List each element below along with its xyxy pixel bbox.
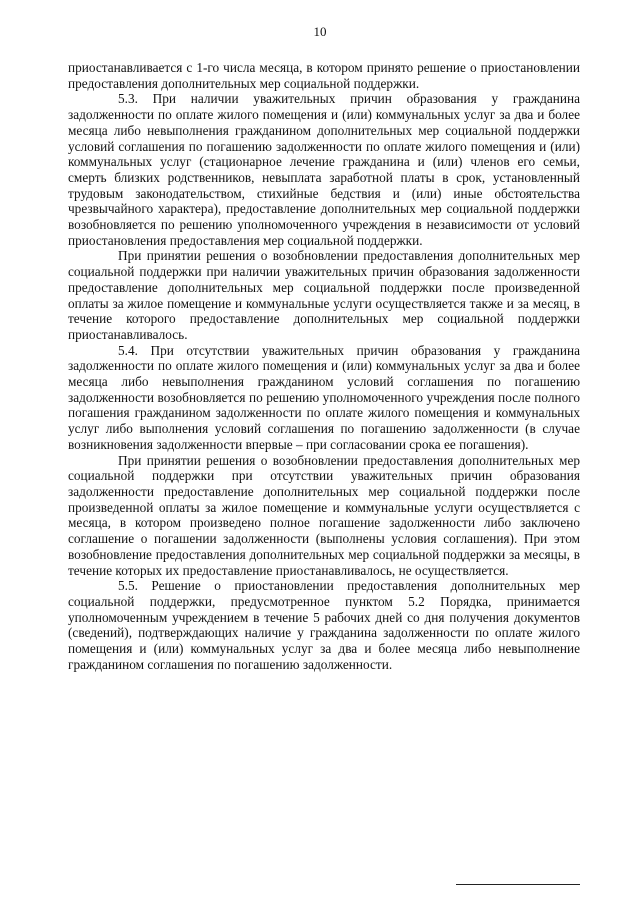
- paragraph-5-4: 5.4. При отсутствии уважительных причин образования у гражданина задолженности по оплате жилого помещения и (или) коммунальных услуг за два и более месяца либо невыполнения гражданином условий соглашения по погашению задолженности возобновляется по решению уполномоченного учреждения после полного погашения гражданином задолженности по оплате жилого помещения и коммунальных услуг либо выполнения условий соглашения по погашению задолженности (в случае возникновения задолженности впервые – при согласовании срока ее погашения).: [68, 342, 580, 452]
- document-body: [68, 60, 580, 672]
- paragraph-continuation: приостанавливается с 1-го числа месяца, в котором принято решение о приостановлении предоставления дополнительных мер социальной поддержки.: [68, 60, 580, 91]
- paragraph-5-4-resumption: При принятии решения о возобновлении предоставления дополнительных мер социальной поддержки при отсутствии уважительных причин образования задолженности предоставление дополнительных мер социальной поддержки после произведенной оплаты за жилое помещение и коммунальные услуги осуществляется с месяца, в котором произведено полное погашение задолженности либо заключено соглашение о погашении задолженности (выполнены условия соглашения). При этом возобновление предоставления дополнительных мер социальной поддержки за месяцы, в течение которых их предоставление приостанавливалось, не осуществляется.: [68, 452, 580, 578]
- paragraph-5-3: 5.3. При наличии уважительных причин образования у гражданина задолженности по оплате жилого помещения и (или) коммунальных услуг за два и более месяца либо невыполнения гражданином дополнительных мер социальной поддержки условий соглашения по погашению задолженности по оплате жилого помещения и (или) коммунальных услуг (стационарное лечение гражданина и (или) членов его семьи, смерть близких родственников, невыплата заработной платы в срок, установленный трудовым законодательством, стихийные бедствия и (или) иные обстоятельства чрезвычайного характера), предоставление дополнительных мер социальной поддержки возобновляется по решению уполномоченного учреждения в независимости от условий приостановления предоставления мер социальной поддержки.: [68, 91, 580, 248]
- page-number: 10: [313, 24, 327, 39]
- paragraph-5-5: 5.5. Решение о приостановлении предоставления дополнительных мер социальной поддержки, предусмотренное пунктом 5.2 Порядка, принимается уполномоченным учреждением в течение 5 рабочих дней со дня получения документов (сведений), подтверждающих наличие у гражданина задолженности по оплате жилого помещения и (или) коммунальных услуг за два и более месяца либо невыполнение гражданином соглашения по погашению задолженности.: [68, 578, 580, 672]
- footer-divider: [456, 884, 580, 885]
- paragraph-5-3-resumption: При принятии решения о возобновлении предоставления дополнительных мер социальной поддержки при наличии уважительных причин образования задолженности предоставление дополнительных мер социальной поддержки после произведенной оплаты за жилое помещение и коммунальные услуги осуществляется также и за месяц, в течение которого предоставление дополнительных мер социальной поддержки приостанавливалось.: [68, 248, 580, 342]
